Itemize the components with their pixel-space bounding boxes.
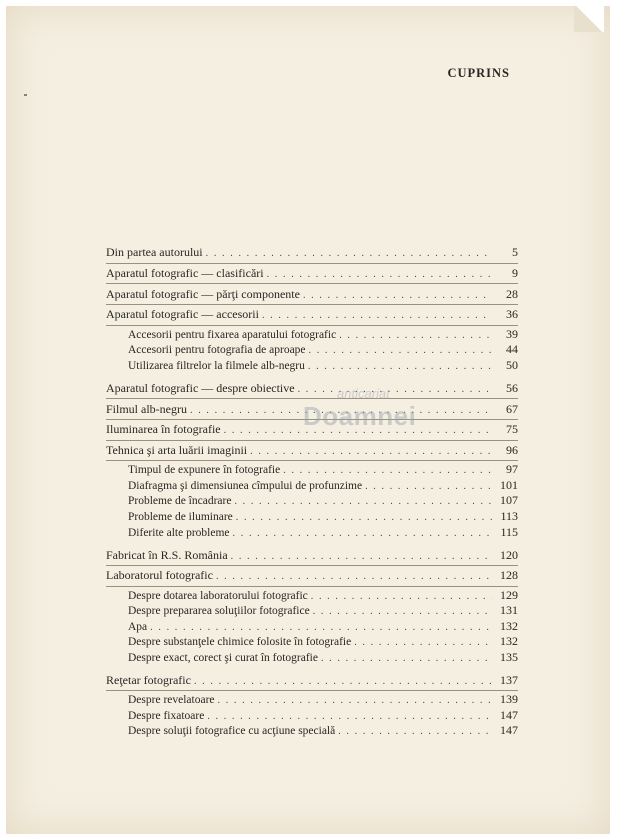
toc-entry bbox=[106, 266, 518, 285]
dot-leader bbox=[233, 528, 492, 539]
toc-entry-page-number: 9 bbox=[512, 266, 518, 281]
dot-leader bbox=[338, 726, 492, 737]
dot-leader bbox=[234, 496, 492, 507]
toc-entry-label: Probleme de încadrare bbox=[128, 495, 232, 508]
dot-leader bbox=[207, 711, 492, 722]
toc-subentry bbox=[106, 327, 518, 343]
toc-entry-label: Despre dotarea laboratorului fotografic bbox=[128, 589, 308, 602]
toc-entry-page-number: 97 bbox=[506, 462, 518, 477]
dot-leader bbox=[365, 481, 492, 492]
dot-leader bbox=[303, 290, 492, 301]
toc-spacer bbox=[106, 540, 518, 546]
dot-leader bbox=[250, 446, 492, 457]
toc-entry-page-number: 115 bbox=[500, 524, 518, 539]
toc-entry-label: Apa bbox=[128, 620, 148, 633]
toc-entry-page-number: 96 bbox=[506, 442, 518, 457]
toc-entry-label: Laboratorul fotografic bbox=[106, 568, 213, 583]
toc-entry-page-number: 120 bbox=[500, 547, 518, 562]
toc-entry bbox=[106, 245, 518, 264]
toc-entry-page-number: 128 bbox=[500, 568, 518, 583]
toc-entry-label: Tehnica şi arta luării imaginii bbox=[106, 442, 248, 457]
toc-entry-page-number: 56 bbox=[506, 380, 518, 395]
dot-leader bbox=[190, 405, 492, 416]
dot-leader bbox=[216, 571, 492, 582]
toc-entry bbox=[106, 402, 518, 421]
toc-entry-page-number: 132 bbox=[500, 618, 518, 633]
toc-subentry bbox=[106, 692, 518, 708]
dot-leader bbox=[311, 591, 492, 602]
toc-entry bbox=[106, 287, 518, 306]
watermark-line1: anticariat bbox=[337, 386, 390, 401]
toc-subentry bbox=[106, 723, 518, 739]
toc-entry-page-number: 36 bbox=[506, 307, 518, 322]
toc-entry-label: Aparatul fotografic — clasificări bbox=[106, 266, 264, 281]
toc-entry-label: Despre revelatoare bbox=[128, 694, 215, 707]
dot-leader bbox=[206, 248, 492, 259]
toc-entry-page-number: 101 bbox=[500, 477, 518, 492]
toc-spacer bbox=[106, 666, 518, 672]
toc-subentry bbox=[106, 478, 518, 494]
toc-entry-label: Aparatul fotografic — părţi componente bbox=[106, 286, 300, 301]
toc-entry bbox=[106, 548, 518, 567]
toc-entry bbox=[106, 673, 518, 692]
toc-entry-page-number: 107 bbox=[500, 493, 518, 508]
dot-leader bbox=[309, 345, 492, 356]
toc-entry-page-number: 28 bbox=[506, 286, 518, 301]
toc-entry-label: Probleme de iluminare bbox=[128, 511, 233, 524]
toc-subentry bbox=[106, 619, 518, 635]
dot-leader bbox=[298, 384, 492, 395]
toc-entry-label: Timpul de expunere în fotografie bbox=[128, 464, 281, 477]
dot-leader bbox=[218, 695, 492, 706]
toc-entry-label: Reţetar fotografic bbox=[106, 672, 191, 687]
toc-entry-page-number: 137 bbox=[500, 672, 518, 687]
toc-entry-page-number: 132 bbox=[500, 634, 518, 649]
toc-entry-label: Diferite alte probleme bbox=[128, 526, 230, 539]
page-title: CUPRINS bbox=[447, 66, 510, 80]
toc-entry-page-number: 44 bbox=[506, 342, 518, 357]
toc-entry-label: Despre soluţii fotografice cu acţiune specială bbox=[128, 725, 336, 738]
toc-entry-label: Utilizarea filtrelor la filmele alb-negru bbox=[128, 359, 305, 372]
toc-spacer bbox=[106, 374, 518, 380]
toc-entry bbox=[106, 443, 518, 462]
toc-entry-page-number: 135 bbox=[500, 650, 518, 664]
toc-entry-page-number: 113 bbox=[500, 509, 518, 524]
folded-corner bbox=[574, 6, 604, 32]
toc-entry bbox=[106, 307, 518, 326]
dot-leader bbox=[231, 551, 492, 562]
toc-entry-page-number: 131 bbox=[500, 603, 518, 618]
toc-subentry bbox=[106, 342, 518, 358]
dot-leader bbox=[308, 361, 492, 372]
toc-entry bbox=[106, 568, 518, 587]
toc-entry-page-number: 147 bbox=[500, 723, 518, 738]
dot-leader bbox=[262, 310, 492, 321]
toc-entry bbox=[106, 422, 518, 441]
dot-leader bbox=[224, 425, 492, 436]
toc-entry-page-number: 139 bbox=[500, 692, 518, 707]
toc-entry-page-number: 67 bbox=[506, 401, 518, 416]
dot-leader bbox=[150, 622, 492, 633]
paper-speck bbox=[24, 94, 27, 96]
toc-subentry bbox=[106, 650, 518, 666]
watermark-line2: Doamnei bbox=[303, 401, 417, 431]
toc-subentry bbox=[106, 588, 518, 604]
toc-entry-label: Aparatul fotografic — accesorii bbox=[106, 307, 259, 322]
toc-subentry bbox=[106, 462, 518, 478]
dot-leader bbox=[194, 676, 492, 687]
table-of-contents bbox=[106, 244, 518, 739]
toc-entry-page-number: 129 bbox=[500, 587, 518, 602]
toc-entry-page-number: 147 bbox=[500, 707, 518, 722]
toc-subentry bbox=[106, 525, 518, 541]
dot-leader bbox=[321, 653, 492, 664]
toc-entry-label: Iluminarea în fotografie bbox=[106, 422, 221, 437]
dot-leader bbox=[354, 637, 492, 648]
dot-leader bbox=[236, 512, 492, 523]
toc-subentry bbox=[106, 358, 518, 374]
dot-leader bbox=[267, 269, 492, 280]
toc-entry-label: Fabricat în R.S. România bbox=[106, 547, 228, 562]
toc-entry-label: Din partea autorului bbox=[106, 245, 203, 260]
toc-entry-page-number: 50 bbox=[506, 357, 518, 372]
toc-entry-label: Accesorii pentru fixarea aparatului fotografic bbox=[128, 328, 337, 341]
toc-entry-page-number: 5 bbox=[512, 245, 518, 260]
toc-entry-label: Despre prepararea soluţiilor fotografice bbox=[128, 605, 310, 618]
toc-subentry bbox=[106, 603, 518, 619]
dot-leader bbox=[313, 606, 492, 617]
toc-entry-label: Filmul alb-negru bbox=[106, 401, 187, 416]
toc-entry-label: Diafragma şi dimensiunea cîmpului de profunzime bbox=[128, 479, 363, 492]
toc-subentry bbox=[106, 634, 518, 650]
toc-entry-label: Despre fixatoare bbox=[128, 709, 205, 722]
toc-entry bbox=[106, 381, 518, 400]
toc-entry-page-number: 39 bbox=[506, 326, 518, 341]
toc-entry-label: Aparatul fotografic — despre obiective bbox=[106, 380, 295, 395]
toc-subentry bbox=[106, 708, 518, 724]
toc-entry-label: Accesorii pentru fotografia de aproape bbox=[128, 344, 306, 357]
toc-subentry bbox=[106, 493, 518, 509]
toc-entry-page-number: 75 bbox=[506, 422, 518, 437]
toc-subentry bbox=[106, 509, 518, 525]
toc-entry-label: Despre substanţele chimice folosite în fotografie bbox=[128, 636, 352, 649]
dot-leader bbox=[283, 465, 492, 476]
dot-leader bbox=[339, 330, 492, 341]
toc-entry-label: Despre exact, corect şi curat în fotografie bbox=[128, 652, 318, 664]
